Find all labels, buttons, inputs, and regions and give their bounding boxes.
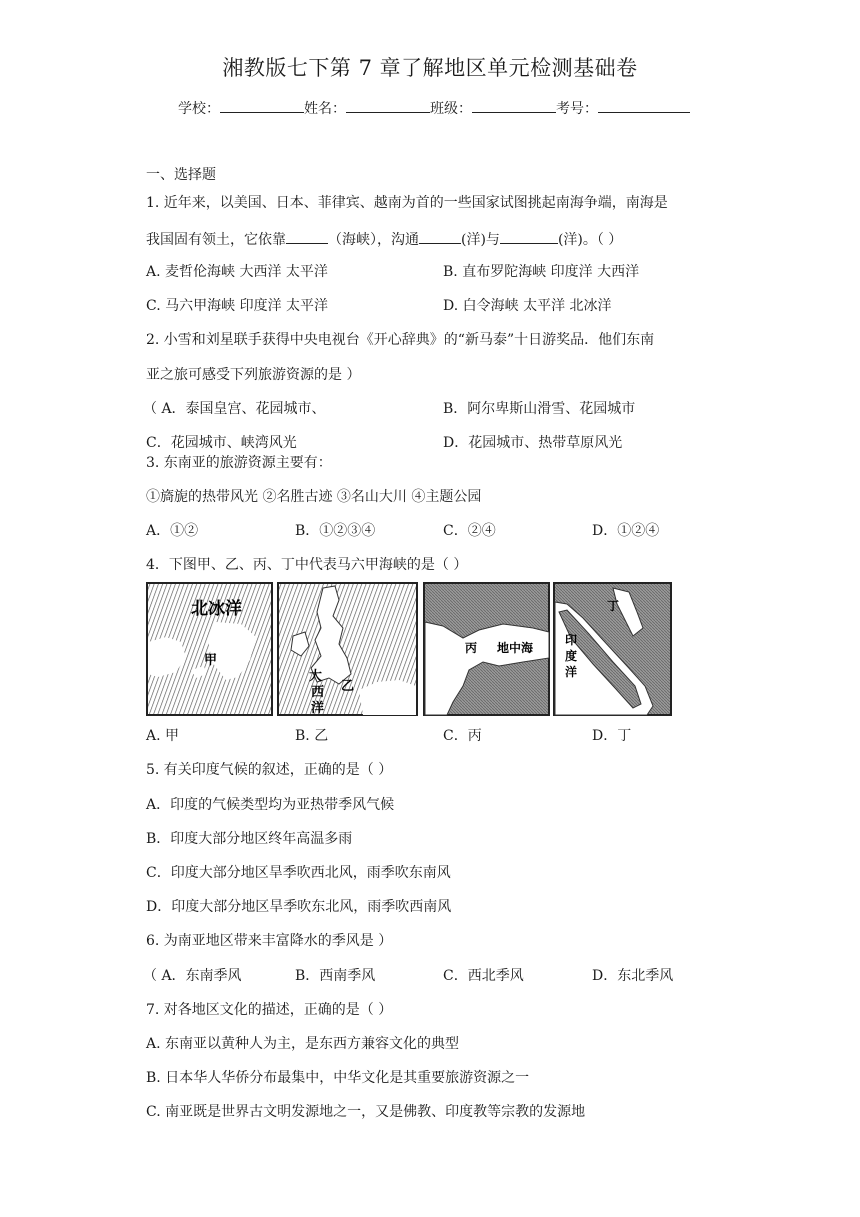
q2-option-d[interactable]: D．花园城市、热带草原风光: [443, 435, 623, 451]
map-ding: [553, 582, 672, 716]
q7-option-a[interactable]: A. 东南亚以黄种人为主，是东西方兼容文化的典型: [146, 1036, 460, 1052]
q1-blank-ocean1: [419, 229, 461, 244]
map-ding-ocean-label-1: 印: [565, 633, 578, 647]
q4-option-c[interactable]: C．丙: [443, 728, 482, 744]
name-label: 姓名：: [304, 101, 346, 117]
question-6-text: 6. 为南亚地区带来丰富降水的季风是 ）: [146, 933, 393, 949]
exam-no-label: 考号：: [556, 101, 598, 117]
class-label: 班级：: [430, 101, 472, 117]
student-info-row: [178, 98, 690, 118]
map-jia: [146, 582, 273, 716]
class-blank[interactable]: [472, 98, 556, 113]
map-bing-sea-label: 地中海: [497, 641, 534, 655]
map-yi-ocean-label-1: 大: [309, 669, 323, 684]
q5-option-b[interactable]: B．印度大部分地区终年高温多雨: [146, 831, 353, 847]
map-yi-ocean-label-2: 西: [311, 685, 325, 700]
name-blank[interactable]: [346, 98, 430, 113]
question-5-text: 5. 有关印度气候的叙述，正确的是（ ）: [146, 762, 393, 778]
q7-option-c[interactable]: C. 南亚既是世界古文明发源地之一，又是佛教、印度教等宗教的发源地: [146, 1104, 586, 1120]
q2-option-a[interactable]: （ A．泰国皇宫、花园城市、: [143, 401, 326, 417]
question-1-text: 1. 近年来，以美国、日本、菲律宾、越南为首的一些国家试图挑起南海争端，南海是: [146, 195, 668, 211]
q1-option-d[interactable]: D. 白令海峡 太平洋 北冰洋: [443, 298, 612, 314]
q1-option-b[interactable]: B. 直布罗陀海峡 印度洋 大西洋: [443, 264, 640, 280]
q3-option-a[interactable]: A．①②: [146, 523, 199, 539]
q6-option-b[interactable]: B．西南季风: [295, 968, 376, 984]
question-3-text: 3. 东南亚的旅游资源主要有：: [146, 455, 332, 471]
question-1-text-line2: [146, 229, 622, 249]
question-7-text: 7. 对各地区文化的描述，正确的是（ ）: [146, 1002, 393, 1018]
q3-option-d[interactable]: D．①②④: [592, 523, 660, 539]
q4-option-d[interactable]: D．丁: [592, 728, 632, 744]
map-ding-ocean-label-2: 度: [565, 649, 578, 663]
q2-option-b[interactable]: B．阿尔卑斯山滑雪、花园城市: [443, 401, 636, 417]
q6-option-d[interactable]: D．东北季风: [592, 968, 674, 984]
map-bing-mark: 丙: [465, 641, 478, 655]
question-2-text: 2. 小雪和刘星联手获得中央电视台《开心辞典》的“新马泰”十日游奖品．他们东南: [146, 332, 655, 348]
q1-option-c[interactable]: C. 马六甲海峡 印度洋 太平洋: [146, 298, 329, 314]
strait-maps: [146, 582, 672, 716]
section-heading: 一、选择题: [146, 167, 216, 183]
page-title: 湘教版七下第 7 章了解地区单元检测基础卷: [222, 56, 638, 80]
question-4-text: 4．下图甲、乙、丙、丁中代表马六甲海峡的是（ ）: [146, 557, 468, 573]
q3-option-c[interactable]: C．②④: [443, 523, 496, 539]
question-3-items: ①旖旎的热带风光 ②名胜古迹 ③名山大川 ④主题公园: [146, 489, 482, 505]
q1-part-d: (洋)。（ ）: [557, 232, 623, 248]
q5-option-d[interactable]: D．印度大部分地区旱季吹东北风，雨季吹西南风: [146, 899, 452, 915]
q1-part-b: （海峡），沟通: [328, 232, 419, 248]
map-yi-mark: 乙: [341, 679, 355, 694]
map-ding-ocean-label-3: 洋: [565, 665, 578, 679]
q1-part-a: 我国固有领土，它依靠: [146, 232, 286, 248]
q1-blank-ocean2: [500, 229, 558, 244]
q4-option-a[interactable]: A. 甲: [146, 728, 180, 744]
map-yi: [277, 582, 418, 716]
question-2-text-line2: 亚之旅可感受下列旅游资源的是 ）: [146, 367, 361, 383]
school-label: 学校：: [178, 101, 220, 117]
map-ding-mark: 丁: [607, 599, 620, 613]
q2-option-c[interactable]: C．花园城市、峡湾风光: [146, 435, 297, 451]
map-jia-sea-label: 北冰洋: [191, 599, 242, 619]
q6-option-c[interactable]: C．西北季风: [443, 968, 524, 984]
q1-part-c: (洋)与: [461, 232, 500, 248]
q1-option-a[interactable]: A. 麦哲伦海峡 大西洋 太平洋: [146, 264, 328, 280]
q7-option-b[interactable]: B. 日本华人华侨分布最集中，中华文化是其重要旅游资源之一: [146, 1070, 530, 1086]
q5-option-a[interactable]: A．印度的气候类型均为亚热带季风气候: [146, 797, 395, 813]
q3-option-b[interactable]: B．①②③④: [295, 523, 376, 539]
q1-blank-strait: [286, 229, 328, 244]
q5-option-c[interactable]: C．印度大部分地区旱季吹西北风，雨季吹东南风: [146, 865, 451, 881]
school-blank[interactable]: [220, 98, 304, 113]
exam-no-blank[interactable]: [598, 98, 690, 113]
map-yi-ocean-label-3: 洋: [311, 701, 325, 716]
q4-option-b[interactable]: B. 乙: [295, 728, 329, 744]
q6-option-a[interactable]: （ A．东南季风: [143, 968, 242, 984]
map-jia-mark: 甲: [204, 653, 218, 668]
map-bing: [423, 582, 550, 716]
